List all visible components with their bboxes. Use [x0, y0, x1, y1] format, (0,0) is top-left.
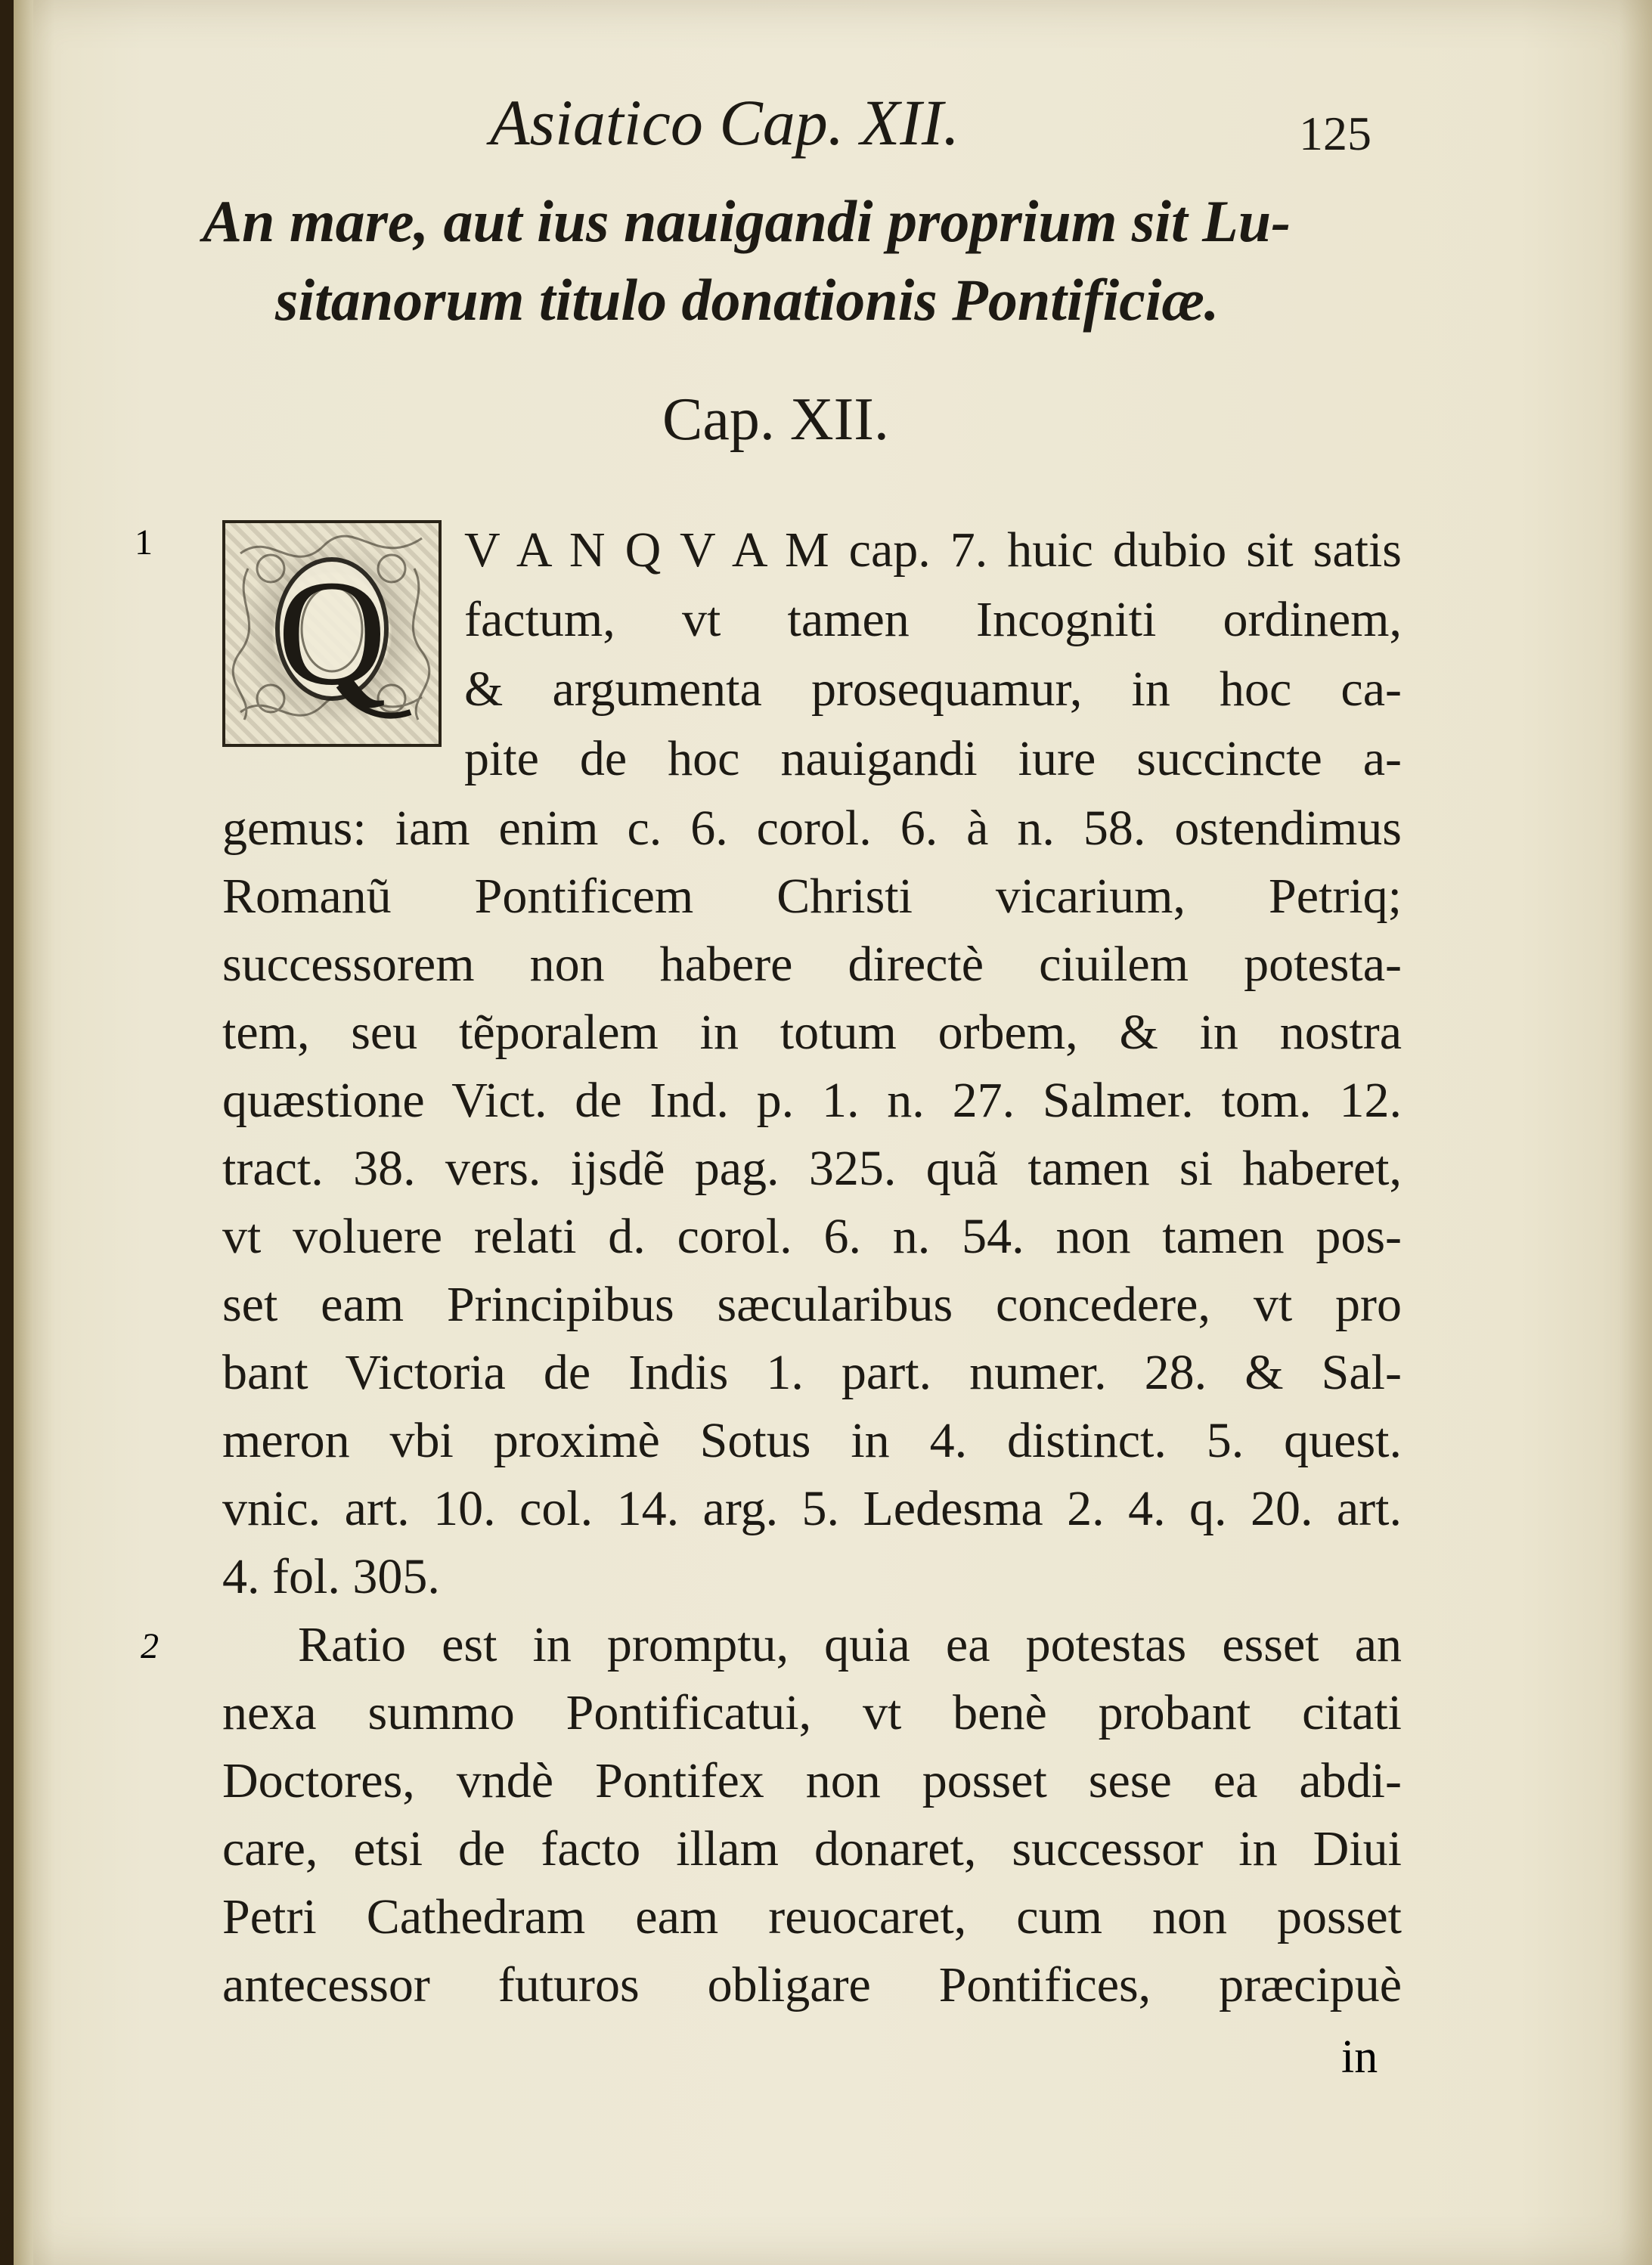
p1-line-3: & argumenta prosequamur, in hoc ca-: [464, 662, 1402, 717]
p2-line-3: Doctores, vndè Pontifex non posset sese ea abdi-: [222, 1753, 1402, 1808]
chapter-title-line-2: sitanorum titulo donationis Pontificiæ.: [275, 267, 1220, 333]
margin-number-2: 2: [141, 1626, 159, 1666]
p1-line-8: tem, seu tẽporalem in totum orbem, & in nostra: [222, 1005, 1402, 1060]
p1-line-7: successorem non habere directè ciuilem potesta-: [222, 937, 1402, 992]
initial-letter: Q: [277, 550, 387, 717]
p2-line-5: Petri Cathedram eam reuocaret, cum non posset: [222, 1889, 1402, 1944]
p1-line-10: tract. 38. vers. ijsdẽ pag. 325. quã tamen si haberet,: [222, 1141, 1402, 1196]
p1-line-13: bant Victoria de Indis 1. part. numer. 28. & Sal-: [222, 1345, 1402, 1400]
book-page: [14, 0, 1652, 2265]
p1-line-4: pite de hoc nauigandi iure succincte a-: [464, 731, 1402, 786]
p1-line-9: quæstione Vict. de Ind. p. 1. n. 27. Salmer. tom. 12.: [222, 1073, 1402, 1128]
margin-number-1: 1: [135, 522, 153, 562]
p1-line-16: 4. fol. 305.: [222, 1549, 440, 1604]
running-title: Asiatico Cap. XII.: [490, 86, 960, 159]
p1-line-15: vnic. art. 10. col. 14. arg. 5. Ledesma 2. 4. q. 20. art.: [222, 1481, 1402, 1536]
p1-line-11: vt voluere relati d. corol. 6. n. 54. non tamen pos-: [222, 1209, 1402, 1264]
p1-line-1: V A N Q V A M cap. 7. huic dubio sit satis: [464, 522, 1402, 578]
decorated-initial: [222, 520, 442, 747]
p2-line-1: Ratio est in promptu, quia ea potestas esset an: [298, 1617, 1402, 1672]
p1-line-6: Romanũ Pontificem Christi vicarium, Petriq;: [222, 869, 1402, 924]
p1-line-14: meron vbi proximè Sotus in 4. distinct. 5. quest.: [222, 1413, 1402, 1468]
p1-line-12: set eam Principibus sæcularibus concedere, vt pro: [222, 1277, 1402, 1332]
page-number: 125: [1299, 107, 1372, 160]
p1-line-5: gemus: iam enim c. 6. corol. 6. à n. 58. ostendimus: [222, 801, 1402, 856]
catchword: in: [1341, 2031, 1378, 2083]
chapter-title-line-1: An mare, aut ius nauigandi proprium sit Lu-: [203, 188, 1291, 254]
chapter-label: Cap. XII.: [662, 386, 889, 453]
p2-line-6: antecessor futuros obligare Pontifices, præcipuè: [222, 1957, 1402, 2012]
p1-line-2: factum, vt tamen Incogniti ordinem,: [464, 592, 1402, 647]
p2-line-4: care, etsi de facto illam donaret, successor in Diui: [222, 1821, 1402, 1876]
p2-line-2: nexa summo Pontificatui, vt benè probant citati: [222, 1685, 1402, 1740]
